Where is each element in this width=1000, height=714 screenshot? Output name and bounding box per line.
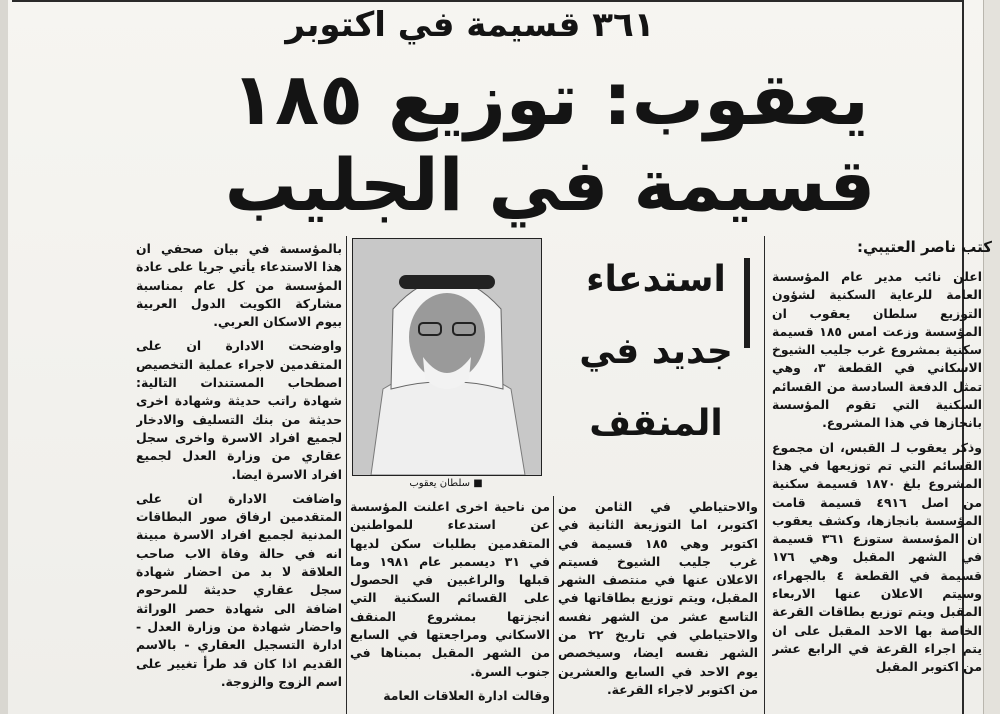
article-column-middle-right [558,498,758,714]
photo-caption: ■ سلطان يعقوب [409,478,483,489]
article-column-middle-left [350,498,550,714]
paragraph: واضافت الادارة ان على المتقدمين ارفاق صور البطاقات المدنية لجميع افراد الاسرة مبينة انه في حالة وفاة الاب صاحب العلاقة لا بد من احضار شهادة سجل عقاري حديثة للمرحوم اضافة الى شهادة حصر الوراثة واحضار شهادة من وزارة العدل - ادارة التسجيل العقاري - بالاسم القديم اذا كان قد طرأ تغيير على اسم الزوج والزوجة. [136,490,342,689]
subheadline-line-3: المنقف [589,403,723,444]
paragraph: وقالت ادارة العلاقات العامة [383,687,550,703]
portrait-illustration [353,239,541,475]
top-rule [12,0,962,2]
main-headline [170,56,930,228]
paragraph: والاحتياطي في الثامن من اكتوبر، اما التوزيعة الثانية في اكتوبر وهي ١٨٥ قسيمة في غرب جليب الشيوخ فسيتم الاعلان عنها في منتصف الشهر المقبل، ويتم توزيع بطاقاتها في التاسع عشر من الشهر نفسه والاحتياطي في تاريخ ٢٢ من الشهر نفسه ايضا، وسيخصص يوم الاحد في السابع والعشرين من اكتوبر لاجراء القرعة. [558,499,758,697]
article-column-left [136,240,342,714]
column-divider-middle [553,496,554,714]
paragraph: من ناحية اخرى اعلنت المؤسسة عن استدعاء للمواطنين المتقدمين بطلبات سكن لديها في ٣١ ديسمبر عام ١٩٨١ وما قبلها والراغبين في الحصول على القسائم السكنية التي انجزتها بمشروع المنقف الاسكاني ومراجعتها في السابع من الشهر المقبل بمبناها في جنوب السرة. [350,499,550,679]
subheadline [548,244,764,466]
byline: كتب ناصر العتيبي: [856,238,992,256]
subheadline-line-1: استدعاء [586,259,726,300]
paragraph: بالمؤسسة في بيان صحفي ان هذا الاستدعاء يأتي جريا على عادة المؤسسة من كل عام بمناسبة مشاركة الكويت الدول العربية بيوم الاسكان العربي. [136,241,342,330]
headline-line-1: يعقوب: توزيع ١٨٥ [231,57,869,141]
kicker-headline: ٣٦١ قسيمة في اكتوبر [285,5,655,45]
column-divider-left [346,236,347,714]
scan-left-edge [0,0,8,714]
column-divider-right [764,236,765,714]
paragraph: وذكر يعقوب لـ القبس، ان مجموع القسائم التي تم توزيعها في هذا المشروع بلغ ١٨٧٠ قسيمة سكنية من اصل ٤٩١٦ قسيمة قامت المؤسسة بانجازها، وكشف يعقوب ان المؤسسة ستوزع ٣٦١ قسيمة في الشهر المقبل وهي ١٧٦ قسيمة في القطعة ٤ بالجهراء، وسيتم الاعلان عنها الاربعاء المقبل ويتم توزيع بطاقات القرعة الخاصة بها الاحد المقبل على ان يتم اجراء القرعة في الرابع عشر من اكتوبر المقبل [772,439,982,675]
article-column-right [772,268,982,714]
subheadline-line-2: جديد في [579,331,733,372]
scan-right-edge [983,0,1000,714]
headline-line-2: قسيمة في الجليب [224,143,876,227]
portrait-photo [352,238,542,476]
paragraph: واوضحت الادارة ان على المتقدمين لاجراء عملية التخصيص اصطحاب المستندات التالية: شهادة راتب حديثة وشهادة اخرى حديثة من بنك التسليف والادخار لجميع افراد الاسرة واخرى سجل عقاري من وزارة العدل لجميع افراد الاسرة ايضا. [136,338,342,482]
paragraph: اعلن نائب مدير عام المؤسسة العامة للرعاية السكنية لشؤون التوزيع سلطان يعقوب ان المؤسسة وزعت امس ١٨٥ قسيمة سكنية بمشروع غرب جليب الشيوخ الاسكاني في القطعة ٣، وهي تمثل الدفعة السادسة من القسائم السكنية التي تقوم المؤسسة بانجازها في هذا المشروع. [772,269,982,431]
